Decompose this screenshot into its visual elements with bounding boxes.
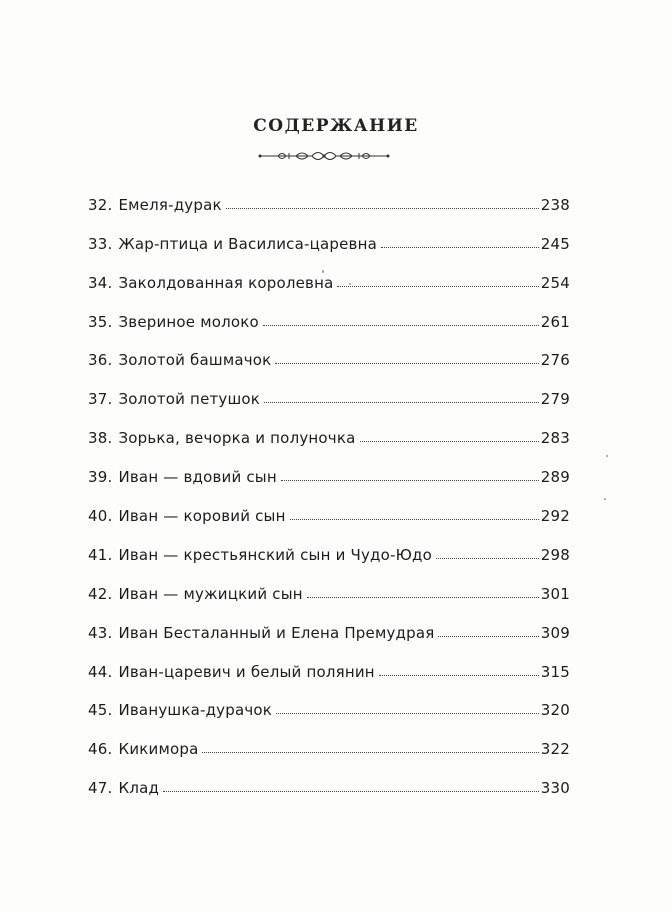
table-of-contents: [88, 175, 570, 797]
dot-leader: [226, 208, 539, 209]
entry-number: 37.: [88, 390, 113, 409]
entry-page-number: 309: [540, 623, 570, 642]
entry-page-number: 254: [540, 273, 570, 292]
paper-speck: [322, 270, 324, 273]
entry-page-number: 261: [540, 312, 570, 331]
dot-leader: [202, 752, 538, 753]
entry-number: 46.: [88, 740, 113, 759]
entry-title: Заколдованная королевна: [118, 273, 334, 292]
ornament-divider-icon: [256, 148, 392, 164]
entry-title: Кикимора: [118, 740, 199, 759]
dot-leader: [263, 325, 539, 326]
entry-number: 44.: [88, 662, 113, 681]
dot-leader: [264, 402, 539, 403]
toc-entry: [88, 331, 570, 370]
entry-number: 47.: [88, 779, 113, 798]
entry-page-number: 292: [540, 507, 570, 526]
entry-number: 34.: [88, 273, 113, 292]
entry-number: 45.: [88, 701, 113, 720]
entry-page-number: 238: [540, 195, 570, 214]
toc-entry: [88, 369, 570, 408]
entry-page-number: 330: [540, 779, 570, 798]
entry-page-number: 298: [540, 545, 570, 564]
dot-leader: [438, 636, 538, 637]
entry-title: Емеля-дурак: [118, 195, 222, 214]
entry-title: Иван — вдовий сын: [118, 468, 277, 487]
entry-title: Иван — крестьянский сын и Чудо-Юдо: [118, 545, 432, 564]
dot-leader: [163, 791, 539, 792]
toc-entry: [88, 408, 570, 447]
entry-title: Клад: [118, 779, 160, 798]
entry-title: Иванушка-дурачок: [118, 701, 273, 720]
paper-speck: [349, 283, 351, 285]
page-title: СОДЕРЖАНИЕ: [253, 116, 419, 136]
entry-title: Золотой петушок: [118, 390, 261, 409]
entry-page-number: 320: [540, 701, 570, 720]
entry-page-number: 276: [540, 351, 570, 370]
entry-page-number: 322: [540, 740, 570, 759]
toc-entry: [88, 642, 570, 681]
entry-title: Зорька, вечорка и полуночка: [118, 429, 356, 448]
dot-leader: [337, 286, 538, 287]
entry-number: 40.: [88, 507, 113, 526]
paper-speck: [606, 455, 608, 457]
entry-title: Иван Бесталанный и Елена Премудрая: [118, 623, 435, 642]
entry-title: Звериное молоко: [118, 312, 259, 331]
toc-entry: [88, 525, 570, 564]
toc-entry: [88, 292, 570, 331]
toc-entry: [88, 447, 570, 486]
toc-entry: [88, 758, 570, 797]
toc-entry: [88, 253, 570, 292]
entry-number: 38.: [88, 429, 113, 448]
dot-leader: [290, 519, 539, 520]
entry-number: 39.: [88, 468, 113, 487]
entry-number: 42.: [88, 584, 113, 603]
entry-page-number: 279: [540, 390, 570, 409]
entry-title: Иван — мужицкий сын: [118, 584, 303, 603]
entry-page-number: 245: [540, 234, 570, 253]
dot-leader: [281, 480, 539, 481]
toc-entry: [88, 214, 570, 253]
toc-entry: [88, 175, 570, 214]
entry-title: Золотой башмачок: [118, 351, 272, 370]
entry-title: Жар-птица и Василиса-царевна: [118, 234, 377, 253]
entry-number: 41.: [88, 545, 113, 564]
paper-speck: [604, 498, 606, 500]
dot-leader: [275, 363, 538, 364]
toc-entry: [88, 603, 570, 642]
toc-entry: [88, 486, 570, 525]
entry-page-number: 283: [540, 429, 570, 448]
entry-number: 43.: [88, 623, 113, 642]
entry-page-number: 301: [540, 584, 570, 603]
entry-title: Иван — коровий сын: [118, 507, 286, 526]
dot-leader: [436, 558, 539, 559]
entry-number: 36.: [88, 351, 113, 370]
dot-leader: [379, 675, 539, 676]
dot-leader: [360, 441, 539, 442]
entry-page-number: 289: [540, 468, 570, 487]
dot-leader: [381, 247, 539, 248]
entry-page-number: 315: [540, 662, 570, 681]
toc-entry: [88, 681, 570, 720]
entry-number: 33.: [88, 234, 113, 253]
entry-title: Иван-царевич и белый полянин: [118, 662, 375, 681]
dot-leader: [307, 597, 539, 598]
toc-entry: [88, 564, 570, 603]
dot-leader: [276, 713, 539, 714]
toc-entry: [88, 719, 570, 758]
entry-number: 32.: [88, 195, 113, 214]
entry-number: 35.: [88, 312, 113, 331]
